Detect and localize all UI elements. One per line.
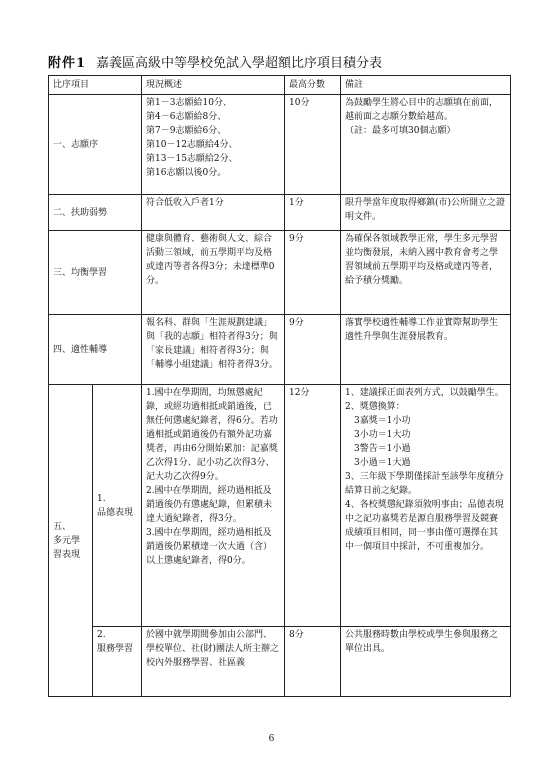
- page-number: 6: [268, 734, 275, 744]
- title-prefix: 附件1: [48, 56, 87, 71]
- table-row: [49, 195, 511, 231]
- row-note: 為確保各領域教學正常，學生多元學習並均衡發展，未納入國中教育會考之學習領域前五學期平均及格或達丙等者，給予積分獎勵。: [341, 231, 511, 315]
- header-note: 備註: [341, 76, 511, 95]
- title-text: 嘉義區高級中等學校免試入學超額比序項目積分表: [96, 56, 383, 71]
- row-item: 四、適性輔導: [49, 315, 142, 385]
- row-item: 二、扶助弱勢: [49, 195, 142, 231]
- row-max: 12分: [285, 385, 341, 627]
- table-row: [49, 231, 511, 315]
- subitem-label: 1. 品德表現: [93, 385, 142, 627]
- page-title: [48, 52, 508, 72]
- row-note: 限升學當年度取得鄉鎮(市)公所開立之證明文件。: [341, 195, 511, 231]
- table-row: [49, 627, 511, 697]
- row-item: 三、均衡學習: [49, 231, 142, 315]
- row-note: 1、建議採正面表列方式，以鼓勵學生。 2、獎懲換算： 3嘉獎＝1小功 3小功＝1大功 3警告＝1小過 3小過＝1大過 3、三年級下學期僅採計至該學年度積分結算日前之紀錄。 4、各校獎懲紀錄須敘明事由；品德表現中之記功嘉獎若是源自服務學習及競賽成績項目相同，同一事由僅可選擇在其中一個項目中採計，不可重複加分。: [341, 385, 511, 627]
- row-max: 9分: [285, 315, 341, 385]
- row-note: 公共服務時數由學校或學生參與服務之單位出具。: [341, 627, 511, 697]
- row-desc: 第1－3志願給10分、 第4－6志願給8分、 第7－9志願給6分、 第10－12志願給4分、 第13－15志願給2分、 第16志願以後0分。: [142, 95, 285, 195]
- header-item: 比序項目: [49, 76, 142, 95]
- row-item: 一、志願序: [49, 95, 142, 195]
- header-desc: 現況概述: [142, 76, 285, 95]
- table-header-row: [49, 76, 511, 95]
- row-desc: 報名科、群與「生涯規劃建議」與「我的志願」相符者得3分；與「家長建議」相符者得3分；與「輔導小組建議」相符者得3分。: [142, 315, 285, 385]
- group-label: 五、 多元學 習表現: [49, 385, 93, 697]
- row-desc: 1.國中在學期間，均無懲處紀錄，或經功過相抵或銷過後，已無任何懲處紀錄者，得6分。若功過相抵或銷過後仍有額外記功嘉獎者，再由6分開始累加：記嘉獎乙次得1分、記小功乙次得3分、記大功乙次得9分。 2.國中在學期間，經功過相抵及銷過後仍有懲處紀錄，但累積未達大過紀錄者，得3分。 3.國中在學期間，經功過相抵及銷過後仍累積達一次大過（含）以上懲處紀錄者，得0分。: [142, 385, 285, 627]
- score-table: [48, 75, 511, 697]
- subitem-label: 2. 服務學習: [93, 627, 142, 697]
- row-desc: 於國中就學期間參加由公部門、學校單位、社(財)團法人所主辦之校內外服務學習、社區義: [142, 627, 285, 697]
- row-desc: 符合低收入戶者1分: [142, 195, 285, 231]
- row-max: 9分: [285, 231, 341, 315]
- table-row: [49, 385, 511, 627]
- row-max: 8分: [285, 627, 341, 697]
- header-max: 最高分數: [285, 76, 341, 95]
- row-desc: 健康與體育、藝術與人文、綜合活動三領域，前五學期平均及格或達丙等者各得3分；未達標準0分。: [142, 231, 285, 315]
- row-max: 10分: [285, 95, 341, 195]
- table-row: [49, 315, 511, 385]
- row-note: 落實學校適性輔導工作並實際幫助學生適性升學與生涯發展教育。: [341, 315, 511, 385]
- row-max: 1分: [285, 195, 341, 231]
- row-note: 為鼓勵學生將心目中的志願填在前面，越前面之志願分數給越高。 （註：最多可填30個志願）: [341, 95, 511, 195]
- table-row: [49, 95, 511, 195]
